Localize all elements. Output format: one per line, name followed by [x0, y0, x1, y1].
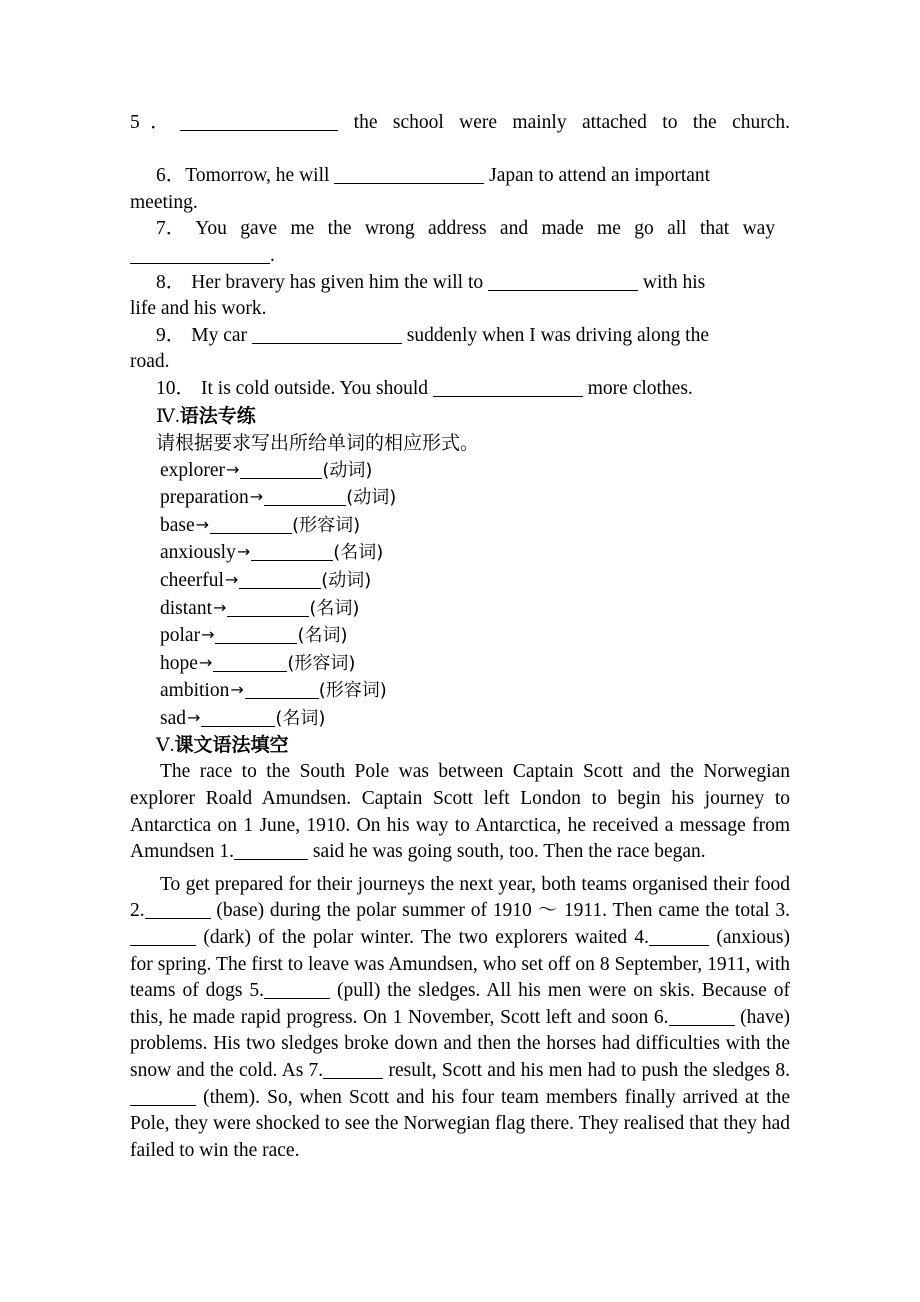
word-pos-1: (动词) [346, 487, 397, 509]
question-text-6b: Japan to attend an important [484, 165, 711, 187]
word-answer-blank-0[interactable] [240, 464, 322, 479]
word-answer-blank-1[interactable] [264, 491, 346, 506]
word-pos-3: (名词) [333, 542, 384, 564]
section-v-title: 课文语法填空 [174, 734, 289, 757]
answer-blank-10[interactable] [433, 381, 583, 397]
question-number-6: 6． [156, 165, 186, 187]
word-pos-0: (动词) [322, 459, 373, 481]
question-number-8: 8． [156, 271, 186, 293]
arrow-icon: → [236, 542, 251, 562]
word-form-item [130, 650, 790, 678]
question-text-6a: Tomorrow, he will [185, 165, 335, 187]
answer-blank-5[interactable] [180, 115, 338, 131]
question-item-10 [130, 376, 790, 403]
question-text-10a: It is cold outside. You should [201, 377, 433, 399]
arrow-icon: → [225, 459, 240, 479]
word-pos-9: (名词) [275, 707, 326, 729]
arrow-icon: → [213, 597, 227, 617]
cloze-blank-6[interactable] [669, 1010, 735, 1026]
question-text-8b: with his [638, 271, 706, 293]
word-answer-blank-7[interactable] [213, 657, 287, 672]
word-5: distant [160, 597, 212, 619]
word-pos-2: (形容词) [292, 514, 361, 536]
section-v-numeral: Ⅴ [156, 735, 170, 757]
word-3: anxiously [160, 542, 236, 564]
word-pos-4: (动词) [321, 569, 372, 591]
word-pos-8: (形容词) [318, 680, 387, 702]
question-number-5: 5． [130, 112, 181, 133]
word-form-item [130, 622, 790, 650]
word-answer-blank-3[interactable] [251, 546, 333, 561]
cloze-blank-5[interactable] [264, 983, 330, 999]
question-text-7a: You gave me the wrong address and made me go all that way [195, 218, 776, 240]
question-item-6 [130, 163, 790, 216]
cloze-p1-text-a: The race to the South Pole was between Captain Scott and the Norwegian explorer Roald Amundsen. Captain Scott left London to begin his journey to Antarctica on 1 June, 1910. On his way to Antarctica, he received a message from Amundsen 1. [130, 761, 790, 863]
cloze-blank-3[interactable] [130, 930, 196, 946]
word-form-item [130, 567, 790, 595]
cloze-p2-text-c: (dark) of the polar winter. The two explorers waited 4. [196, 927, 650, 949]
word-8: ambition [160, 680, 230, 702]
cloze-p1-text-b: said he was going south, too. Then the race began. [308, 841, 706, 863]
word-2: base [160, 514, 195, 536]
question-number-7: 7． [156, 218, 186, 240]
answer-blank-9[interactable] [252, 328, 402, 344]
word-form-list [130, 457, 790, 733]
section-v-dot: . [169, 735, 175, 757]
word-form-item [130, 705, 790, 733]
question-text-5: the school were mainly attached to the church. [338, 112, 790, 133]
cloze-p2-text-g: result, Scott and his men had to push the sledges 8. [383, 1060, 790, 1081]
question-number-9: 9． [156, 324, 186, 346]
word-form-item [130, 484, 790, 512]
section-v-heading [130, 732, 790, 759]
word-answer-blank-6[interactable] [215, 629, 297, 644]
word-7: hope [160, 652, 198, 674]
word-form-item [130, 457, 790, 485]
answer-blank-7[interactable] [130, 248, 270, 264]
question-item-7 [130, 216, 790, 269]
arrow-icon: → [198, 652, 213, 672]
question-text-9c: road. [130, 351, 170, 373]
arrow-icon: → [224, 569, 239, 589]
cloze-paragraph-2 [130, 872, 790, 1165]
word-pos-6: (名词) [297, 625, 348, 647]
section-iv-title: 语法专练 [179, 404, 256, 427]
question-item-5 [130, 110, 790, 163]
word-9: sad [160, 707, 186, 729]
cloze-blank-7[interactable] [323, 1063, 383, 1079]
section-iv-dot: . [174, 405, 180, 427]
word-answer-blank-5[interactable] [227, 602, 309, 617]
arrow-icon: → [195, 514, 210, 534]
word-form-item [130, 539, 790, 567]
page-content [130, 110, 790, 1164]
word-6: polar [160, 625, 201, 647]
question-text-8a: Her bravery has given him the will to [191, 271, 489, 293]
cloze-p2-text-d: (anxious) for spring. The first to leave was Amundsen, who set off on 8 September, 1911, with teams of dogs 5. [130, 927, 790, 1002]
cloze-blank-1[interactable] [234, 844, 308, 860]
question-text-8c: life and his work. [130, 298, 267, 320]
question-text-7b: . [270, 244, 275, 266]
section-iv-instruction: 请根据要求写出所给单词的相应形式。 [156, 431, 480, 454]
cloze-p2-text-a: To get prepared for their journeys the next year, both teams organised their food 2. [130, 873, 790, 922]
cloze-blank-8[interactable] [130, 1090, 196, 1106]
fill-in-blank-list [130, 110, 790, 403]
question-number-10: 10． [156, 377, 196, 399]
arrow-icon: → [230, 680, 244, 700]
cloze-blank-2[interactable] [145, 903, 211, 919]
word-0: explorer [160, 459, 225, 481]
word-pos-5: (名词) [309, 597, 360, 619]
cloze-paragraph-1 [130, 759, 790, 865]
word-answer-blank-8[interactable] [245, 684, 319, 699]
question-text-6c: meeting. [130, 191, 198, 213]
word-form-item [130, 677, 790, 705]
question-text-10b: more clothes. [582, 377, 693, 399]
question-item-8 [130, 270, 790, 323]
arrow-icon: → [201, 625, 215, 645]
word-1: preparation [160, 487, 249, 509]
cloze-p2-text-b: (base) during the polar summer of 1910 ～ 1911. Then came the total 3. [210, 900, 790, 922]
section-iv-heading [130, 403, 790, 430]
cloze-blank-4[interactable] [649, 930, 709, 946]
word-answer-blank-9[interactable] [201, 712, 275, 727]
word-4: cheerful [160, 569, 224, 591]
answer-blank-8[interactable] [488, 275, 638, 291]
question-item-9 [130, 323, 790, 376]
word-answer-blank-2[interactable] [210, 519, 292, 534]
section-iv-numeral: Ⅳ [156, 405, 175, 427]
arrow-icon: → [187, 707, 201, 727]
word-answer-blank-4[interactable] [239, 574, 321, 589]
cloze-p2-text-h: (them). So, when Scott and his four team members finally arrived at the Pole, they were shocked to see the Norwegian flag there. They realised that they had failed to win the race. [130, 1086, 790, 1161]
cloze-p2-text-e: (pull) the sledges. All his men were on skis. Because of this, he made rapid progress. On 1 November, Scott left and soon 6. [130, 980, 790, 1028]
arrow-icon: → [249, 487, 264, 507]
answer-blank-6[interactable] [334, 168, 484, 184]
word-form-item [130, 595, 790, 623]
word-form-item [130, 512, 790, 540]
word-pos-7: (形容词) [287, 652, 356, 674]
question-text-9b: suddenly when I was driving along the [401, 324, 709, 346]
cloze-p2-text-f: (have) problems. His two sledges broke down and then the horses had difficulties with the snow and the cold. As 7. [130, 1006, 790, 1081]
question-text-9a: My car [191, 324, 252, 346]
